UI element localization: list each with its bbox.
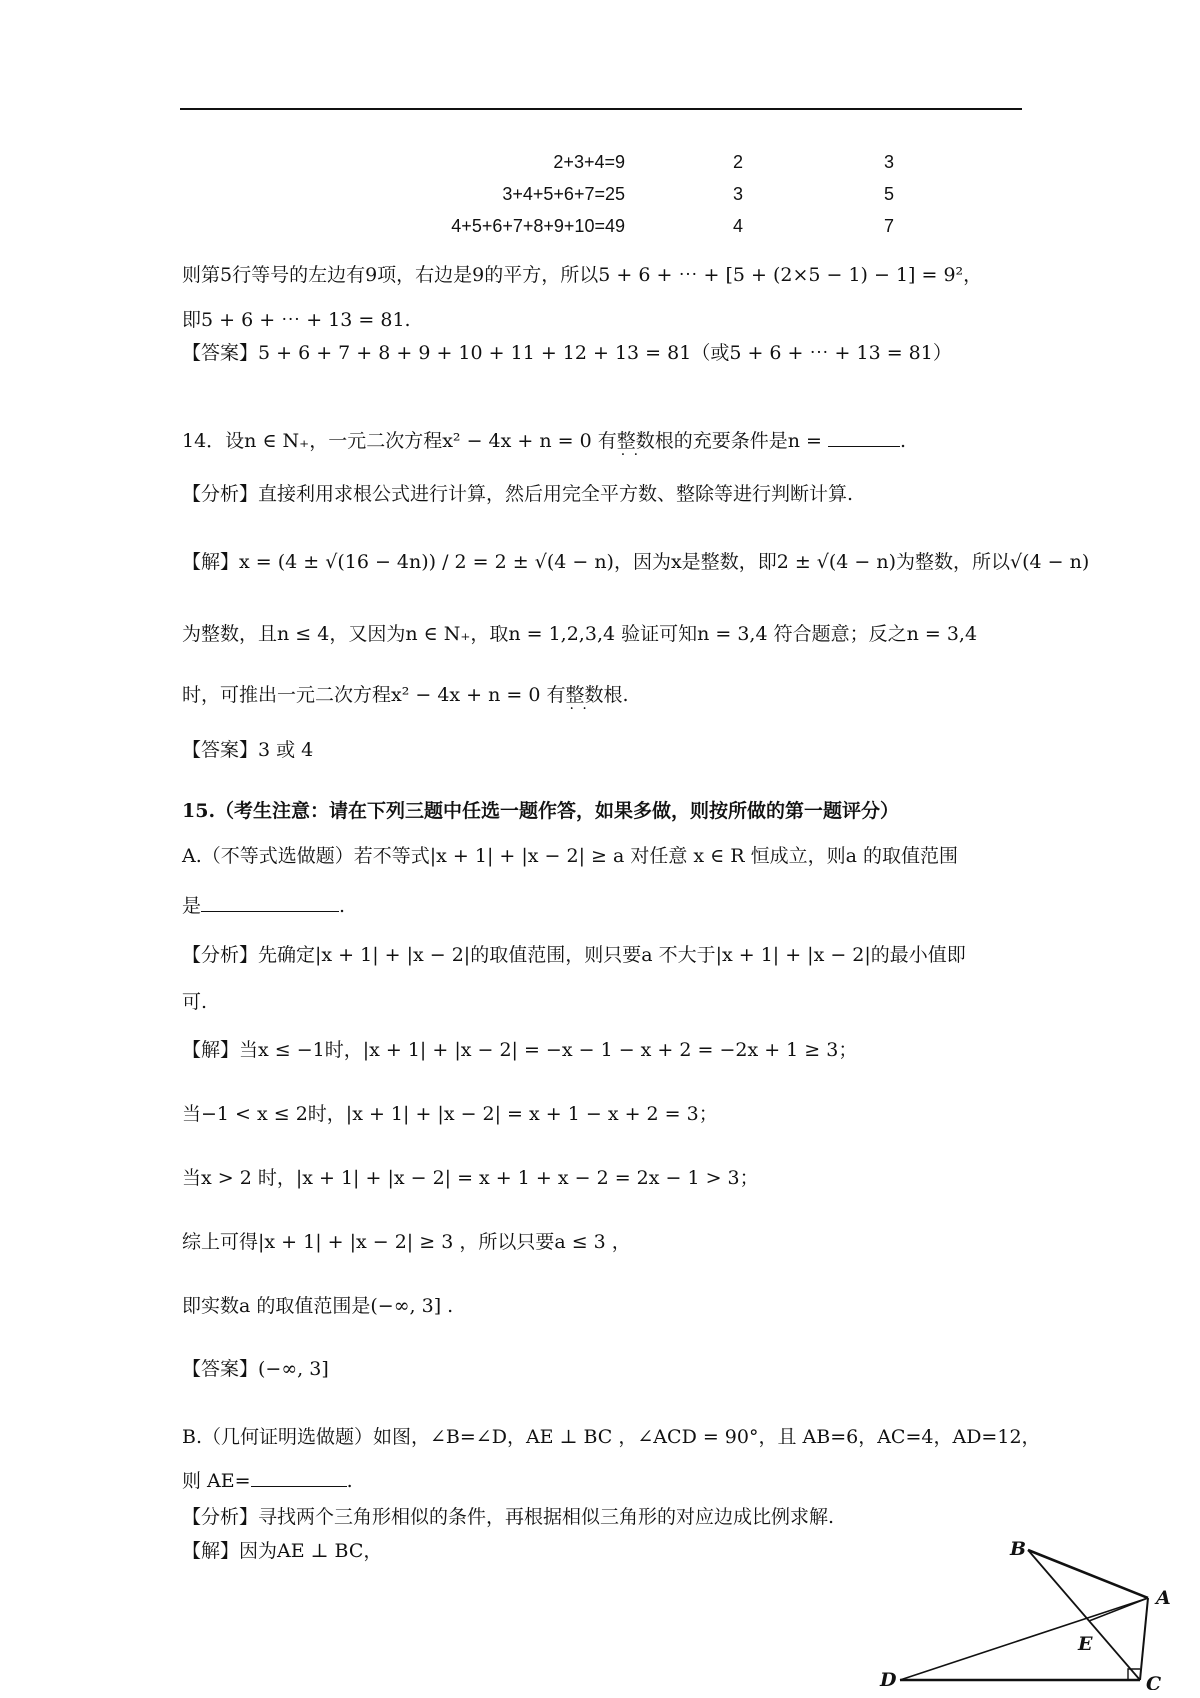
label-A: A	[1156, 1587, 1171, 1609]
q14-solution-3-emphasis: 整数 · ·	[566, 682, 604, 708]
q14-solution-line-2: 为整数，且n ≤ 4，又因为n ∈ N₊，取n = 1,2,3,4 验证可知n = 3,4 符合题意；反之n = 3,4	[182, 623, 978, 645]
segment-AE	[1089, 1598, 1148, 1621]
table-row-2-col3: 5	[884, 184, 895, 204]
q15a-solution-line-5: 即实数a 的取值范围是(−∞, 3] .	[182, 1295, 454, 1317]
q14-solution-3-part2: 根.	[603, 684, 629, 706]
table-row-1-equation: 2+3+4=9	[553, 152, 625, 172]
segment-BC	[1028, 1550, 1140, 1680]
q15a-stem-line-2	[182, 893, 1022, 919]
q15a-answer: 【答案】(−∞, 3]	[182, 1358, 329, 1380]
segment-BA	[1028, 1550, 1148, 1598]
geometry-figure	[860, 1520, 1180, 1690]
q14-analysis: 【分析】直接利用求根公式进行计算，然后用完全平方数、整除等进行判断计算.	[182, 483, 854, 505]
table-row-1-col3: 3	[884, 152, 895, 172]
q15b-stem-line-2	[182, 1468, 1022, 1494]
table-row-3-equation: 4+5+6+7+8+9+10=49	[451, 216, 625, 236]
q14-stem-part1: 14．设n ∈ N₊，一元二次方程x² − 4x + n = 0 有	[182, 430, 617, 452]
q15-header: 15.（考生注意：请在下列三题中任选一题作答，如果多做，则按所做的第一题评分）	[182, 800, 900, 822]
q15b-stem-2-end: .	[346, 1470, 353, 1492]
q13-conclusion-2: 即5 + 6 + ⋯ + 13 = 81.	[182, 309, 411, 331]
q14-answer: 【答案】3 或 4	[182, 739, 314, 761]
q15a-stem-2-text: 是	[182, 895, 202, 917]
q15a-analysis-line-1: 【分析】先确定|x + 1| + |x − 2|的取值范围，则只要a 不大于|x + 1| + |x − 2|的最小值即	[182, 944, 966, 966]
q13-answer: 【答案】5 + 6 + 7 + 8 + 9 + 10 + 11 + 12 + 13 = 81（或5 + 6 + ⋯ + 13 = 81）	[182, 342, 952, 364]
segment-AC	[1140, 1598, 1148, 1680]
q15a-stem-2-end: .	[339, 895, 346, 917]
label-E: E	[1078, 1633, 1093, 1655]
label-D: D	[880, 1669, 897, 1690]
q15a-solution-line-2: 当−1 < x ≤ 2时，|x + 1| + |x − 2| = x + 1 − x + 2 = 3；	[182, 1103, 718, 1125]
label-C: C	[1146, 1673, 1162, 1690]
q14-solution-line-1: 【解】x = (4 ± √(16 − 4n)) / 2 = 2 ± √(4 − n)，因为x是整数，即2 ± √(4 − n)为整数，所以√(4 − n)	[182, 551, 1090, 573]
table-row-2-col2: 3	[733, 184, 744, 204]
q15a-solution-line-1: 【解】当x ≤ −1时，|x + 1| + |x − 2| = −x − 1 − x + 2 = −2x + 1 ≥ 3；	[182, 1039, 858, 1061]
q15b-stem-line-1: B.（几何证明选做题）如图，∠B=∠D，AE ⊥ BC ，∠ACD = 90°，且 AB=6，AC=4，AD=12，	[182, 1426, 1041, 1448]
q14-stem-emphasis: 整数 · ·	[617, 428, 655, 454]
q14-stem-part2: 根的充要条件是n =	[654, 430, 828, 452]
q13-conclusion: 则第5行等号的左边有9项，右边是9的平方，所以5 + 6 + ⋯ + [5 + (2×5 − 1) − 1] = 9²，	[182, 264, 983, 286]
q15a-analysis-line-2: 可.	[182, 991, 208, 1013]
q14-solution-line-3	[182, 682, 1022, 708]
q15a-answer-blank	[201, 893, 339, 912]
q15a-stem-line-1: A.（不等式选做题）若不等式|x + 1| + |x − 2| ≥ a 对任意 x ∈ R 恒成立，则a 的取值范围	[182, 845, 958, 867]
q15b-solution-line-1: 【解】因为AE ⊥ BC，	[182, 1540, 383, 1562]
q15b-analysis: 【分析】寻找两个三角形相似的条件，再根据相似三角形的对应边成比例求解.	[182, 1506, 835, 1528]
q14-solution-3-part1: 时，可推出一元二次方程x² − 4x + n = 0 有	[182, 684, 566, 706]
q15a-solution-line-3: 当x > 2 时，|x + 1| + |x − 2| = x + 1 + x − 2 = 2x − 1 > 3；	[182, 1167, 759, 1189]
q15b-answer-blank	[251, 1468, 347, 1487]
header-rule	[180, 108, 1022, 110]
table-row-2-equation: 3+4+5+6+7=25	[502, 184, 625, 204]
table-row-3-col3: 7	[884, 216, 895, 236]
segment-DA	[900, 1598, 1148, 1680]
label-B: B	[1010, 1538, 1027, 1560]
q15b-stem-2-text: 则 AE=	[182, 1470, 251, 1492]
q14-answer-blank	[828, 428, 900, 447]
table-row-3-col2: 4	[733, 216, 744, 236]
table-row-1-col2: 2	[733, 152, 744, 172]
q14-stem-end: .	[899, 430, 907, 452]
q15a-solution-line-4: 综上可得|x + 1| + |x − 2| ≥ 3 ，所以只要a ≤ 3 ，	[182, 1231, 631, 1253]
q14-stem	[182, 428, 1022, 454]
